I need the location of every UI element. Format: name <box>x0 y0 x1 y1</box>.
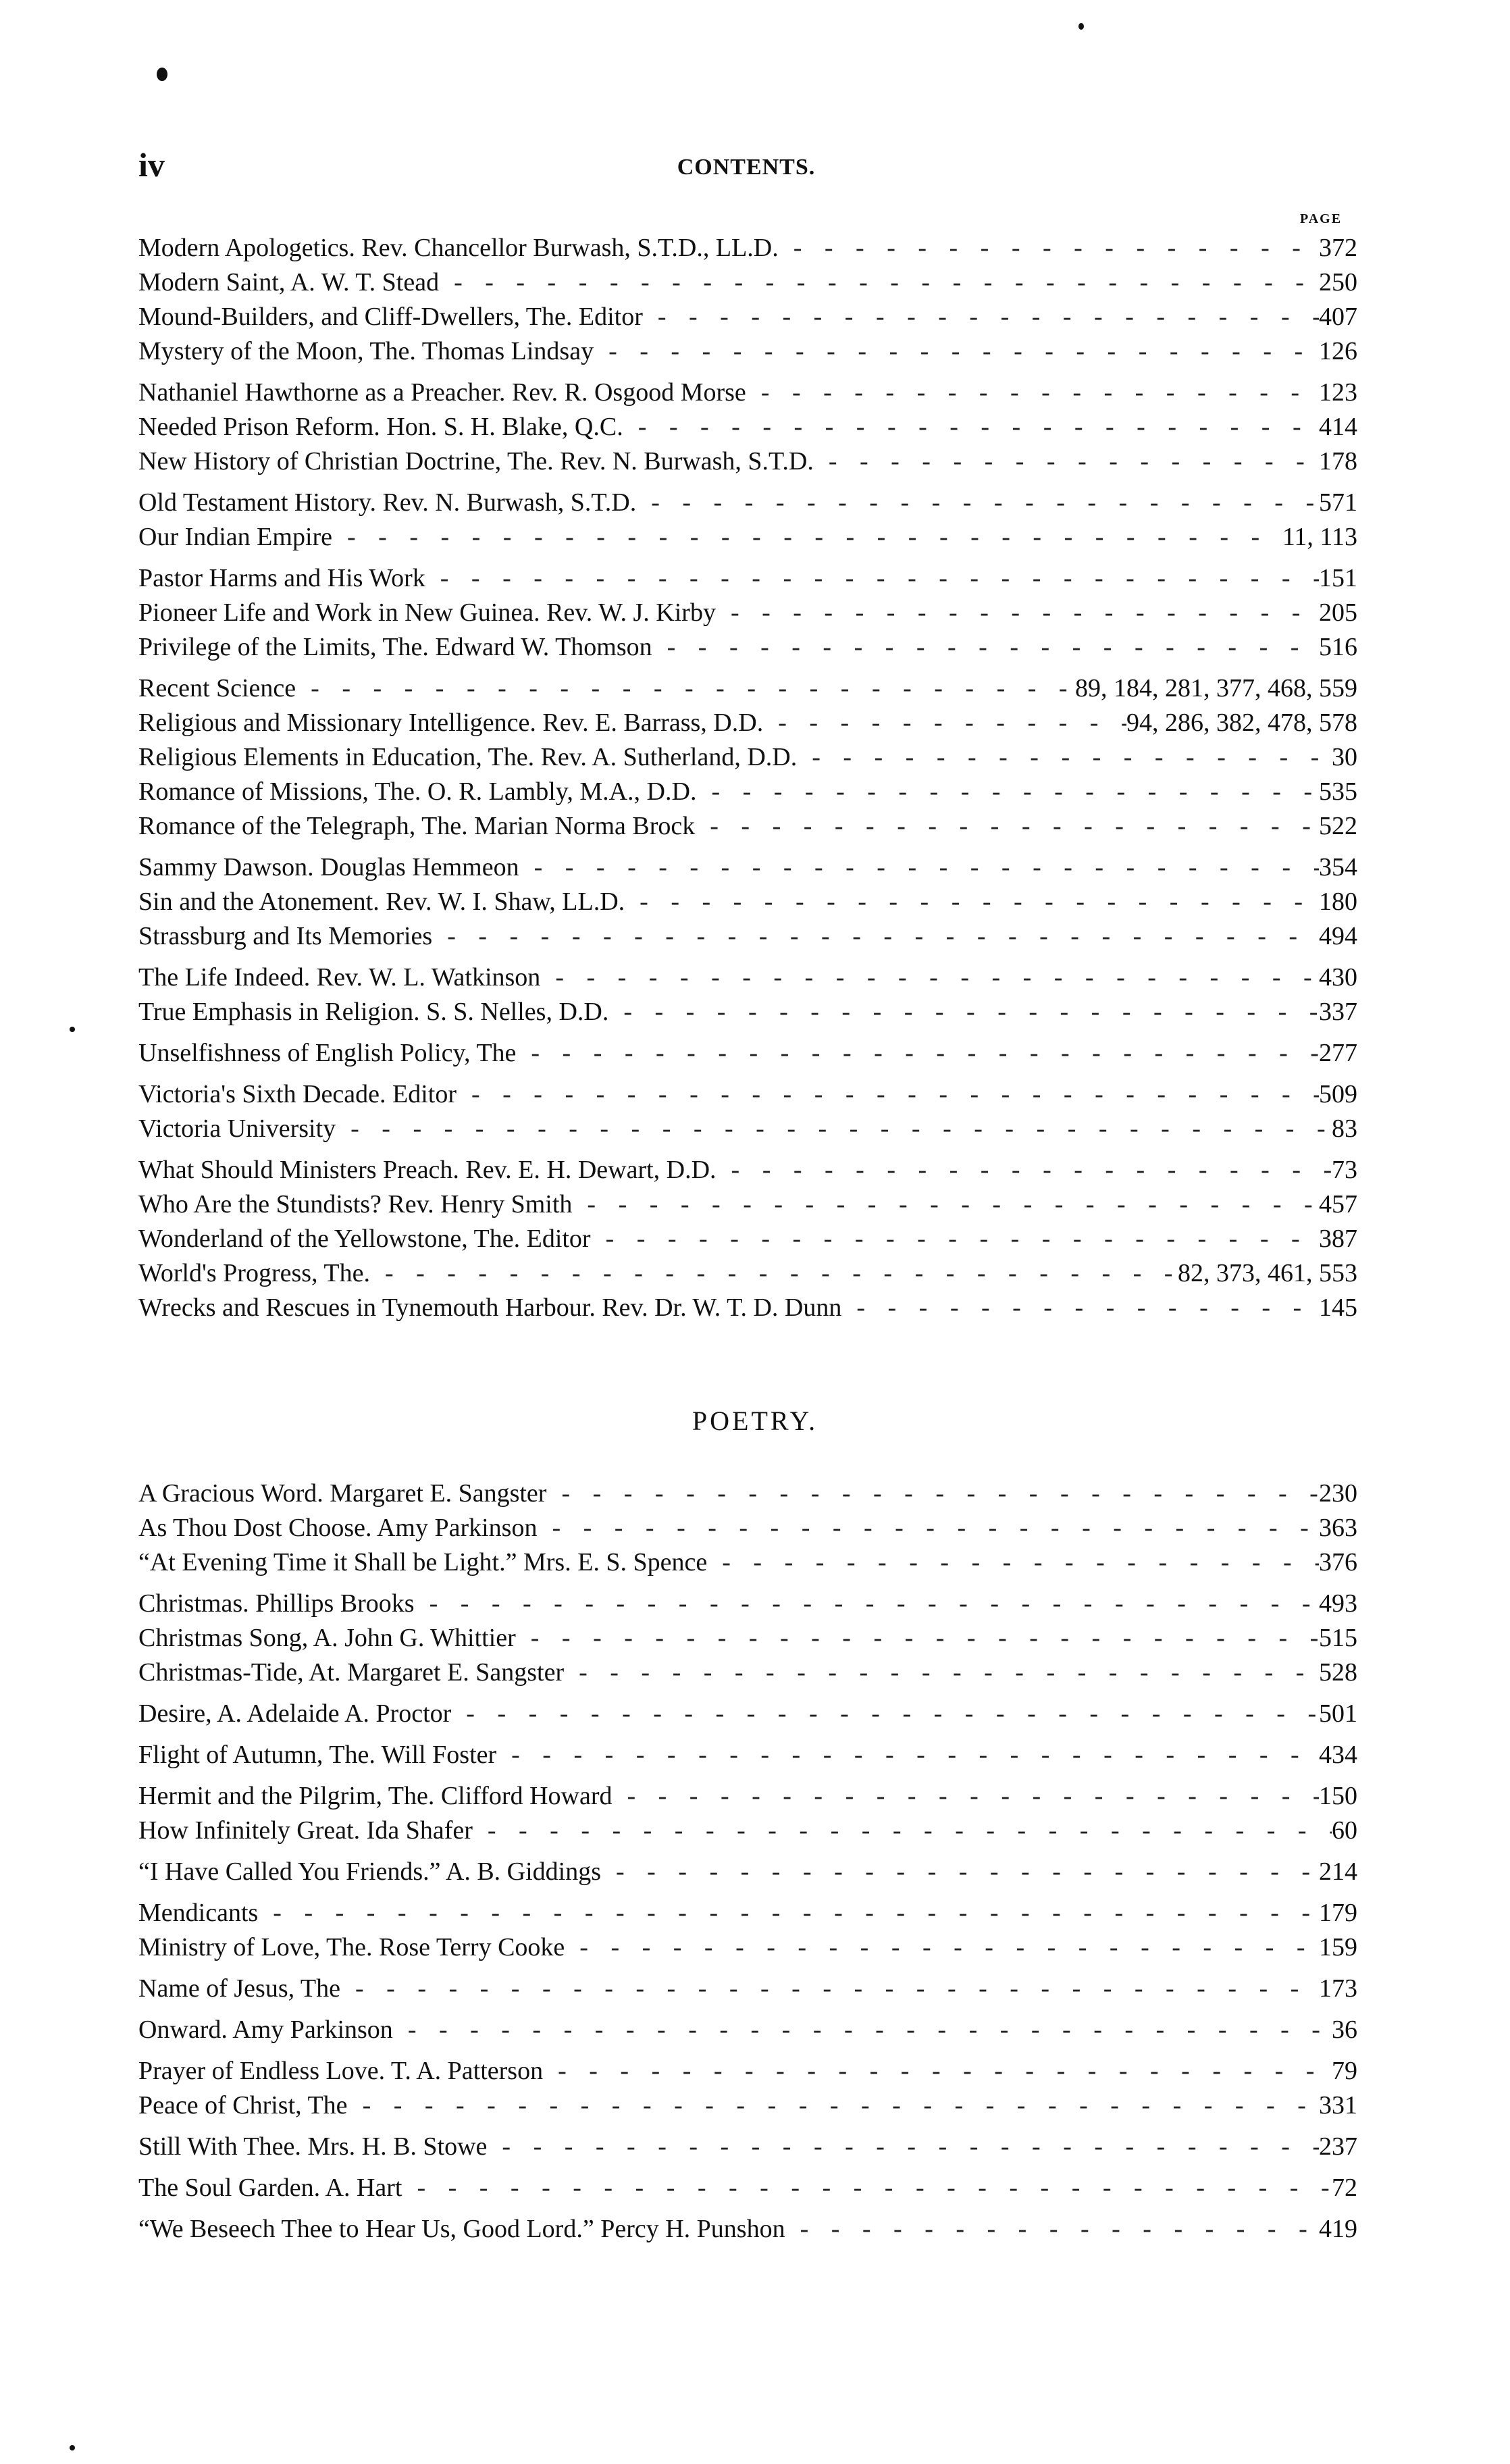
entry-title: Pastor Harms and His Work <box>138 564 425 592</box>
toc-entry <box>138 706 1357 740</box>
entry-title: Modern Saint, A. W. T. Stead <box>138 268 440 297</box>
toc-entry <box>138 1697 1357 1731</box>
entry-title: Needed Prison Reform. Hon. S. H. Blake, Q.C. <box>138 413 623 441</box>
entry-title: Our Indian Empire <box>138 523 333 551</box>
entry-page-numbers: 376 <box>1319 1548 1357 1576</box>
entry-title: A Gracious Word. Margaret E. Sangster <box>138 1479 547 1508</box>
poetry-list <box>138 1477 1357 2247</box>
dot-leader <box>763 706 1126 740</box>
entry-title: True Emphasis in Religion. S. S. Nelles, D.D. <box>138 998 609 1026</box>
dot-leader <box>537 1511 1319 1545</box>
entry-page-numbers: 36 <box>1332 2016 1357 2044</box>
entry-title: Sammy Dawson. Douglas Hemmeon <box>138 853 519 881</box>
entry-page-numbers: 151 <box>1319 564 1357 592</box>
dot-leader <box>625 885 1319 919</box>
dot-leader <box>636 486 1319 520</box>
entry-page-numbers: 528 <box>1319 1658 1357 1687</box>
toc-entry <box>138 1896 1357 1930</box>
toc-entry <box>138 1972 1357 2006</box>
entry-page-numbers: 173 <box>1319 1974 1357 2003</box>
toc-entry <box>138 1587 1357 1621</box>
entry-page-numbers: 123 <box>1319 378 1357 407</box>
dot-leader <box>643 300 1319 334</box>
entry-page-numbers: 434 <box>1319 1741 1357 1769</box>
entry-title: Romance of Missions, The. O. R. Lambly, M.A., D.D. <box>138 777 697 806</box>
dot-leader <box>258 1896 1319 1930</box>
toc-entry <box>138 486 1357 520</box>
entry-page-numbers: 457 <box>1319 1190 1357 1218</box>
dot-leader <box>594 334 1319 369</box>
entry-page-numbers: 407 <box>1319 303 1357 331</box>
entry-page-numbers: 179 <box>1319 1899 1357 1927</box>
entry-page-numbers: 331 <box>1319 2091 1357 2120</box>
dot-leader <box>608 995 1319 1029</box>
entry-title: Religious Elements in Education, The. Rev. A. Sutherland, D.D. <box>138 743 798 771</box>
entry-page-numbers: 150 <box>1319 1782 1357 1810</box>
entry-title: Hermit and the Pilgrim, The. Clifford Howard <box>138 1782 613 1810</box>
entry-page-numbers: 79 <box>1332 2057 1357 2085</box>
toc-entry <box>138 231 1357 265</box>
entry-title: Peace of Christ, The <box>138 2091 348 2120</box>
toc-entry <box>138 1477 1357 1511</box>
dot-leader <box>402 2171 1332 2205</box>
entry-page-numbers: 145 <box>1319 1293 1357 1322</box>
entry-page-numbers: 83 <box>1332 1114 1357 1143</box>
entry-page-numbers: 501 <box>1319 1699 1357 1728</box>
toc-entry <box>138 596 1357 630</box>
entry-title: Mystery of the Moon, The. Thomas Lindsay <box>138 337 594 365</box>
entry-page-numbers: 82, 373, 461, 553 <box>1178 1259 1357 1287</box>
running-head <box>138 145 1354 186</box>
dot-leader <box>785 2212 1319 2247</box>
dot-leader <box>797 740 1332 775</box>
entry-title: Prayer of Endless Love. T. A. Patterson <box>138 2057 544 2085</box>
dot-leader <box>564 1656 1319 1690</box>
entry-title: Romance of the Telegraph, The. Marian Norma Brock <box>138 812 696 840</box>
dot-leader <box>519 850 1319 885</box>
dot-leader <box>473 1814 1332 1848</box>
entry-page-numbers: 509 <box>1319 1080 1357 1108</box>
entry-title: “At Evening Time it Shall be Light.” Mrs. E. S. Spence <box>138 1548 708 1576</box>
dot-leader <box>716 596 1319 630</box>
toc-entry <box>138 561 1357 596</box>
toc-entry <box>138 2088 1357 2123</box>
entry-page-numbers: 94, 286, 382, 478, 578 <box>1126 709 1357 737</box>
entry-title: Desire, A. Adelaide A. Proctor <box>138 1699 452 1728</box>
dot-leader <box>415 1587 1319 1621</box>
page-title: CONTENTS. <box>677 155 816 180</box>
dot-leader <box>572 1187 1319 1222</box>
dot-leader <box>516 1036 1319 1071</box>
dot-leader <box>779 231 1319 265</box>
dot-leader <box>432 919 1319 954</box>
toc-entry <box>138 1814 1357 1848</box>
entry-title: World's Progress, The. <box>138 1259 370 1287</box>
dot-leader <box>612 1779 1319 1814</box>
entry-page-numbers: 571 <box>1319 488 1357 517</box>
dot-leader <box>591 1222 1319 1256</box>
dot-leader <box>841 1291 1319 1325</box>
entry-page-numbers: 89, 184, 281, 377, 468, 559 <box>1075 674 1357 702</box>
dot-leader <box>696 775 1319 809</box>
toc-entry <box>138 995 1357 1029</box>
entry-page-numbers: 73 <box>1332 1156 1357 1184</box>
toc-entry <box>138 300 1357 334</box>
toc-entry <box>138 671 1357 706</box>
entry-page-numbers: 522 <box>1319 812 1357 840</box>
toc-entry <box>138 1545 1357 1580</box>
toc-entry <box>138 520 1357 555</box>
entry-page-numbers: 387 <box>1319 1225 1357 1253</box>
toc-entry <box>138 850 1357 885</box>
toc-entry <box>138 1930 1357 1965</box>
entry-title: Unselfishness of English Policy, The <box>138 1039 517 1067</box>
dot-leader <box>516 1621 1319 1656</box>
entry-title: Who Are the Stundists? Rev. Henry Smith <box>138 1190 573 1218</box>
entry-title: Victoria's Sixth Decade. Editor <box>138 1080 457 1108</box>
entry-title: Onward. Amy Parkinson <box>138 2016 393 2044</box>
dot-leader <box>695 809 1319 844</box>
page-folio: iv <box>138 146 165 184</box>
entry-page-numbers: 180 <box>1319 888 1357 916</box>
dot-leader <box>425 561 1319 596</box>
entry-page-numbers: 30 <box>1332 743 1357 771</box>
entry-title: “We Beseech Thee to Hear Us, Good Lord.” Percy H. Punshon <box>138 2215 785 2243</box>
entry-page-numbers: 516 <box>1319 633 1357 661</box>
entry-title: Christmas Song, A. John G. Whittier <box>138 1624 516 1652</box>
entry-page-numbers: 419 <box>1319 2215 1357 2243</box>
dot-leader <box>496 1738 1319 1772</box>
toc-entry <box>138 1222 1357 1256</box>
dot-leader <box>623 410 1319 444</box>
entry-title: Wonderland of the Yellowstone, The. Editor <box>138 1225 591 1253</box>
entry-title: As Thou Dost Choose. Amy Parkinson <box>138 1514 538 1542</box>
toc-entry <box>138 376 1357 410</box>
toc-entry <box>138 2013 1357 2047</box>
entry-page-numbers: 126 <box>1319 337 1357 365</box>
dot-leader <box>814 444 1319 479</box>
toc-entry <box>138 265 1357 300</box>
entry-title: Still With Thee. Mrs. H. B. Stowe <box>138 2132 488 2161</box>
entry-title: New History of Christian Doctrine, The. Rev. N. Burwash, S.T.D. <box>138 447 814 476</box>
toc-entry <box>138 1621 1357 1656</box>
toc-entry <box>138 2054 1357 2088</box>
toc-entry <box>138 740 1357 775</box>
entry-title: Modern Apologetics. Rev. Chancellor Burwash, S.T.D., LL.D. <box>138 234 779 262</box>
entry-title: Religious and Missionary Intelligence. Rev. E. Barrass, D.D. <box>138 709 764 737</box>
entry-page-numbers: 214 <box>1319 1857 1357 1886</box>
entry-page-numbers: 337 <box>1319 998 1357 1026</box>
entry-title: Ministry of Love, The. Rose Terry Cooke <box>138 1933 565 1961</box>
ink-speck <box>157 68 167 81</box>
dot-leader <box>439 265 1319 300</box>
dot-leader <box>487 2130 1319 2164</box>
entry-title: The Soul Garden. A. Hart <box>138 2174 402 2202</box>
toc-entry <box>138 1511 1357 1545</box>
toc-entry <box>138 1738 1357 1772</box>
toc-entry <box>138 1256 1357 1291</box>
toc-entry <box>138 1036 1357 1071</box>
ink-speck <box>70 2445 75 2450</box>
toc-entry <box>138 334 1357 369</box>
entry-title: What Should Ministers Preach. Rev. E. H. Dewart, D.D. <box>138 1156 717 1184</box>
dot-leader <box>746 376 1319 410</box>
toc-entry <box>138 960 1357 995</box>
toc-entry <box>138 919 1357 954</box>
entry-page-numbers: 11, 113 <box>1282 523 1357 551</box>
poetry-heading: POETRY. <box>692 1406 818 1436</box>
entry-page-numbers: 237 <box>1319 2132 1357 2161</box>
dot-leader <box>457 1077 1319 1112</box>
dot-leader <box>296 671 1075 706</box>
entry-page-numbers: 72 <box>1332 2174 1357 2202</box>
entry-page-numbers: 430 <box>1319 963 1357 992</box>
entry-page-numbers: 250 <box>1319 268 1357 297</box>
entry-page-numbers: 178 <box>1319 447 1357 476</box>
dot-leader <box>340 1972 1319 2006</box>
entry-page-numbers: 493 <box>1319 1589 1357 1618</box>
page-column-label: PAGE <box>1300 211 1343 226</box>
entry-page-numbers: 159 <box>1319 1933 1357 1961</box>
entry-page-numbers: 205 <box>1319 598 1357 627</box>
entry-page-numbers: 535 <box>1319 777 1357 806</box>
entry-title: Recent Science <box>138 674 296 702</box>
entry-page-numbers: 60 <box>1332 1816 1357 1845</box>
toc-entry <box>138 2212 1357 2247</box>
dot-leader <box>336 1112 1332 1146</box>
toc-entry <box>138 885 1357 919</box>
dot-leader <box>543 2054 1332 2088</box>
dot-leader <box>370 1256 1178 1291</box>
entry-title: How Infinitely Great. Ida Shafer <box>138 1816 473 1845</box>
toc-entry <box>138 1656 1357 1690</box>
entry-page-numbers: 515 <box>1319 1624 1357 1652</box>
entry-title: Sin and the Atonement. Rev. W. I. Shaw, LL.D. <box>138 888 625 916</box>
dot-leader <box>332 520 1282 555</box>
entry-title: Pioneer Life and Work in New Guinea. Rev. W. J. Kirby <box>138 598 716 627</box>
ink-speck <box>70 1027 75 1032</box>
entry-title: “I Have Called You Friends.” A. B. Giddings <box>138 1857 602 1886</box>
ink-speck <box>1078 23 1084 30</box>
dot-leader <box>546 1477 1319 1511</box>
dot-leader <box>717 1153 1332 1187</box>
entry-title: Flight of Autumn, The. Will Foster <box>138 1741 497 1769</box>
toc-entry <box>138 2171 1357 2205</box>
dot-leader <box>540 960 1319 995</box>
toc-entry <box>138 1855 1357 1889</box>
entry-title: Mound-Builders, and Cliff-Dwellers, The. Editor <box>138 303 643 331</box>
dot-leader <box>393 2013 1332 2047</box>
entry-title: Christmas-Tide, At. Margaret E. Sangster <box>138 1658 565 1687</box>
dot-leader <box>451 1697 1319 1731</box>
entry-title: Old Testament History. Rev. N. Burwash, S.T.D. <box>138 488 637 517</box>
entry-page-numbers: 354 <box>1319 853 1357 881</box>
contents-list <box>138 231 1357 1325</box>
entry-title: Strassburg and Its Memories <box>138 922 433 950</box>
entry-title: Nathaniel Hawthorne as a Preacher. Rev. R. Osgood Morse <box>138 378 746 407</box>
dot-leader <box>707 1545 1319 1580</box>
entry-title: The Life Indeed. Rev. W. L. Watkinson <box>138 963 541 992</box>
toc-entry <box>138 1112 1357 1146</box>
toc-entry <box>138 630 1357 665</box>
entry-title: Name of Jesus, The <box>138 1974 341 2003</box>
toc-entry <box>138 809 1357 844</box>
toc-entry <box>138 775 1357 809</box>
entry-page-numbers: 363 <box>1319 1514 1357 1542</box>
entry-title: Mendicants <box>138 1899 259 1927</box>
toc-entry <box>138 444 1357 479</box>
entry-title: Wrecks and Rescues in Tynemouth Harbour. Rev. Dr. W. T. D. Dunn <box>138 1293 842 1322</box>
dot-leader <box>348 2088 1319 2123</box>
dot-leader <box>652 630 1319 665</box>
entry-page-numbers: 414 <box>1319 413 1357 441</box>
toc-entry <box>138 2130 1357 2164</box>
toc-entry <box>138 1153 1357 1187</box>
toc-entry <box>138 1779 1357 1814</box>
entry-title: Victoria University <box>138 1114 336 1143</box>
toc-entry <box>138 1077 1357 1112</box>
toc-entry <box>138 410 1357 444</box>
toc-entry <box>138 1187 1357 1222</box>
entry-page-numbers: 230 <box>1319 1479 1357 1508</box>
toc-entry <box>138 1291 1357 1325</box>
dot-leader <box>601 1855 1319 1889</box>
entry-page-numbers: 372 <box>1319 234 1357 262</box>
entry-page-numbers: 494 <box>1319 922 1357 950</box>
entry-title: Privilege of the Limits, The. Edward W. Thomson <box>138 633 652 661</box>
entry-title: Christmas. Phillips Brooks <box>138 1589 415 1618</box>
entry-page-numbers: 277 <box>1319 1039 1357 1067</box>
dot-leader <box>565 1930 1319 1965</box>
